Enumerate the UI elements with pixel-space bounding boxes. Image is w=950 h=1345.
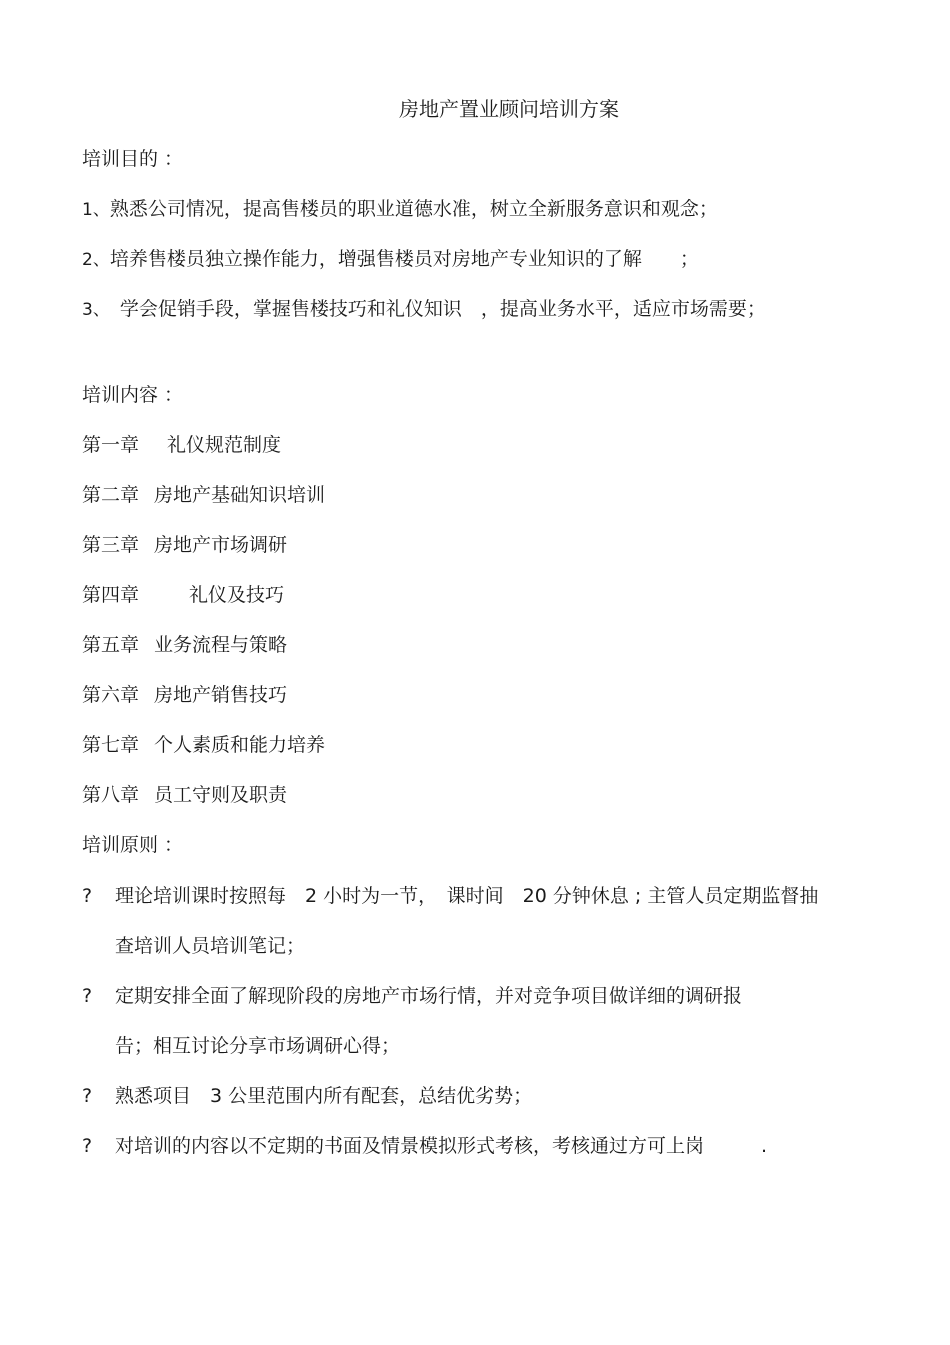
chapter-number: 第二章: [82, 484, 140, 506]
principle-line: 定期安排全面了解现阶段的房地产市场行情，并对竞争项目做详细的调研报: [115, 985, 743, 1007]
goals-heading: 培训目的 ：: [82, 148, 184, 170]
principle-line: 查培训人员培训笔记；: [115, 935, 306, 957]
chapter-item: [82, 433, 281, 457]
principles-heading: 培训原则 ：: [82, 834, 184, 856]
chapter-title: 员工守则及职责: [154, 784, 288, 806]
chapter-number: 第四章: [82, 584, 140, 606]
principle-line: 告；相互讨论分享市场调研心得；: [115, 1035, 401, 1057]
chapter-item: [82, 733, 325, 757]
chapter-item: [82, 583, 284, 607]
bullet-marker: ?: [82, 1135, 93, 1157]
chapter-number: 第七章: [82, 734, 140, 756]
chapter-number: 第三章: [82, 534, 140, 556]
chapter-title: 房地产销售技巧: [154, 684, 288, 706]
chapter-number: 第五章: [82, 634, 140, 656]
goal-number: 1、: [82, 200, 110, 220]
principle-line: 理论培训课时按照每 2 小时为一节， 课时间 20 分钟休息 ; 主管人员定期监督抽: [115, 885, 819, 907]
goal-item: [82, 297, 766, 322]
goal-number: 2、: [82, 250, 110, 270]
chapter-number: 第一章: [82, 434, 140, 456]
chapter-title: 礼仪规范制度: [167, 434, 282, 456]
chapter-number: 第八章: [82, 784, 140, 806]
bullet-marker: ?: [82, 885, 93, 907]
document-title: 房地产置业顾问培训方案: [399, 97, 619, 121]
goal-text: 培养售楼员独立操作能力，增强售楼员对房地产专业知识的了解 ；: [109, 248, 699, 270]
chapter-title: 礼仪及技巧: [189, 584, 285, 606]
chapter-item: [82, 483, 325, 507]
principle-line: 对培训的内容以不定期的书面及情景模拟形式考核，考核通过方可上岗 .: [115, 1135, 768, 1157]
bullet-marker: ?: [82, 1085, 93, 1107]
goal-text: 学会促销手段，掌握售楼技巧和礼仪知识 ，提高业务水平，适应市场需要；: [119, 298, 766, 320]
chapter-number: 第六章: [82, 684, 140, 706]
chapter-title: 房地产市场调研: [154, 534, 288, 556]
chapter-item: [82, 683, 287, 707]
chapter-title: 业务流程与策略: [154, 634, 288, 656]
content-heading: 培训内容 ：: [82, 384, 184, 406]
chapter-title: 房地产基础知识培训: [154, 484, 326, 506]
chapter-item: [82, 533, 287, 557]
goal-item: [82, 247, 699, 272]
chapter-item: [82, 783, 287, 807]
goal-text: 熟悉公司情况，提高售楼员的职业道德水准，树立全新服务意识和观念；: [109, 198, 718, 220]
goal-item: [82, 197, 718, 222]
chapter-item: [82, 633, 287, 657]
principle-line: 熟悉项目 3 公里范围内所有配套，总结优劣势；: [115, 1085, 533, 1107]
bullet-marker: ?: [82, 985, 93, 1007]
goal-number: 3、: [82, 300, 110, 320]
chapter-title: 个人素质和能力培养: [154, 734, 326, 756]
